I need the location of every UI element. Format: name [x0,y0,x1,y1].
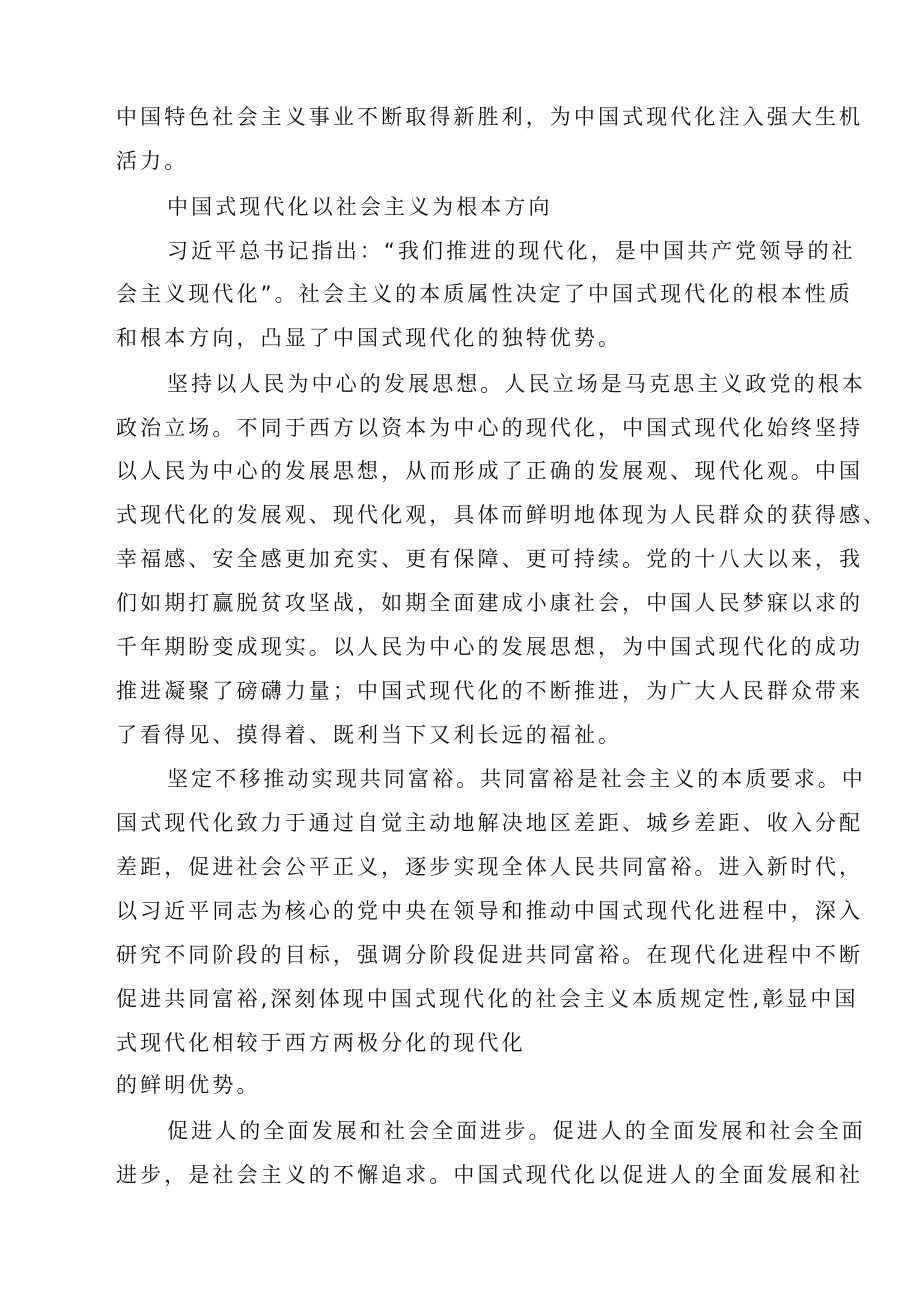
text-line: 坚定不移推动实现共同富裕。共同富裕是社会主义的本质要求。中 [167,767,866,791]
text-line: 促进共同富裕,深刻体现中国式现代化的社会主义本质规定性,彰显中国 [116,987,859,1011]
text-line: 以习近平同志为核心的党中央在领导和推动中国式现代化进程中，深入 [116,899,864,923]
text-line: 差距，促进社会公平正义，逐步实现全体人民共同富裕。进入新时代， [116,855,864,879]
text-line: 会主义现代化”。社会主义的本质属性决定了中国式现代化的根本性质 [116,282,853,306]
text-line: 进步，是社会主义的不懈追求。中国式现代化以促进人的全面发展和社 [116,1163,864,1187]
text-line: 坚持以人民为中心的发展思想。人民立场是马克思主义政党的根本 [167,372,866,396]
text-line: 们如期打赢脱贫攻坚战，如期全面建成小康社会，中国人民梦寐以求的 [116,591,864,615]
text-line: 政治立场。不同于西方以资本为中心的现代化，中国式现代化始终坚持 [116,416,864,440]
text-line: 国式现代化致力于通过自觉主动地解决地区差距、城乡差距、收入分配 [116,811,864,835]
text-line: 中国特色社会主义事业不断取得新胜利，为中国式现代化注入强大生机 [116,105,864,129]
section-heading: 中国式现代化以社会主义为根本方向 [167,195,553,219]
text-line: 活力。 [116,149,189,173]
text-line: 以人民为中心的发展思想，从而形成了正确的发展观、现代化观。中国 [116,459,864,483]
text-line: 和根本方向，凸显了中国式现代化的独特优势。 [116,326,623,350]
text-line: 式现代化相较于西方两极分化的现代化 [116,1031,526,1055]
text-line: 研究不同阶段的目标，强调分阶段促进共同富裕。在现代化进程中不断 [116,943,864,967]
text-line: 式现代化的发展观、现代化观，具体而鲜明地体现为人民群众的获得感、 [116,503,888,527]
text-line: 幸福感、安全感更加充实、更有保障、更可持续。党的十八大以来，我 [116,547,864,571]
text-line: 促进人的全面发展和社会全面进步。促进人的全面发展和社会全面 [167,1119,866,1143]
text-line: 推进凝聚了磅礴力量；中国式现代化的不断推进，为广大人民群众带来 [116,679,864,703]
text-line: 习近平总书记指出：“我们推进的现代化，是中国共产党领导的社 [167,239,856,263]
text-line: 了看得见、摸得着、既利当下又利长远的福祉。 [116,723,623,747]
text-line: 千年期盼变成现实。以人民为中心的发展思想，为中国式现代化的成功 [116,635,864,659]
text-line: 的鲜明优势。 [116,1073,261,1097]
